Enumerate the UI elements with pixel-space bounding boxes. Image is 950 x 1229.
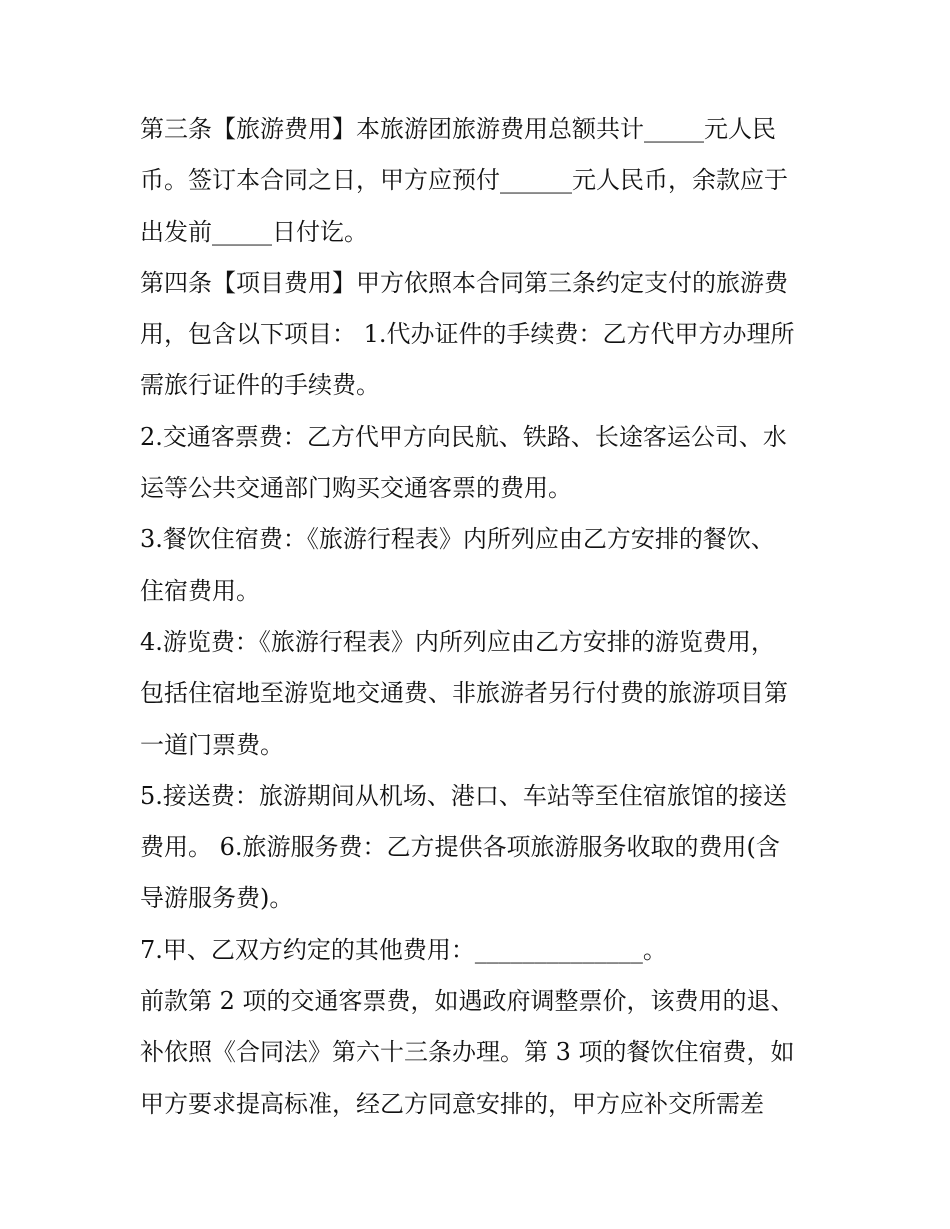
paragraph-item-2 [140,412,815,515]
paragraph-item-3 [140,514,815,617]
text-line: 出发前_____日付讫。 [140,217,368,246]
text-line: 用，包含以下项目： 1.代办证件的手续费：乙方代甲方办理所 [140,320,795,349]
text-line: 第四条【项目费用】甲方依照本合同第三条约定支付的旅游费 [140,268,788,297]
text-line: 需旅行证件的手续费。 [140,371,380,400]
text-line: 运等公共交通部门购买交通客票的费用。 [140,474,572,503]
text-line: 4.游览费：《旅游行程表》内所列应由乙方安排的游览费用， [140,627,775,656]
paragraph-fare-adjustment [140,976,815,1130]
document-body [140,104,815,1130]
text-line: 7.甲、乙双方约定的其他费用：______________。 [140,935,667,964]
text-line: 2.交通客票费：乙方代甲方向民航、铁路、长途客运公司、水 [140,422,787,451]
paragraph-item-4 [140,617,815,771]
paragraph-article-4 [140,258,815,412]
paragraph-item-5-6 [140,771,815,925]
text-line: 包括住宿地至游览地交通费、非旅游者另行付费的旅游项目第 [140,679,788,708]
text-line: 5.接送费：旅游期间从机场、港口、车站等至住宿旅馆的接送 [140,781,787,810]
text-line: 甲方要求提高标准，经乙方同意安排的，甲方应补交所需差 [140,1089,764,1118]
text-line: 第三条【旅游费用】本旅游团旅游费用总额共计_____元人民 [140,115,776,143]
text-line: 3.餐饮住宿费：《旅游行程表》内所列应由乙方安排的餐饮、 [140,525,775,554]
text-line: 前款第 2 项的交通客票费，如遇政府调整票价，该费用的退、 [140,987,795,1016]
text-line: 费用。 6.旅游服务费：乙方提供各项旅游服务收取的费用(含 [140,833,780,862]
text-line: 补依照《合同法》第六十三条办理。第 3 项的餐饮住宿费，如 [140,1038,795,1067]
text-line: 一道门票费。 [140,730,284,759]
text-line: 住宿费用。 [140,576,260,605]
paragraph-item-7 [140,925,815,976]
text-line: 币。签订本合同之日，甲方应预付______元人民币，余款应于 [140,166,788,195]
text-line: 导游服务费)。 [140,884,294,913]
paragraph-article-3 [140,104,815,258]
